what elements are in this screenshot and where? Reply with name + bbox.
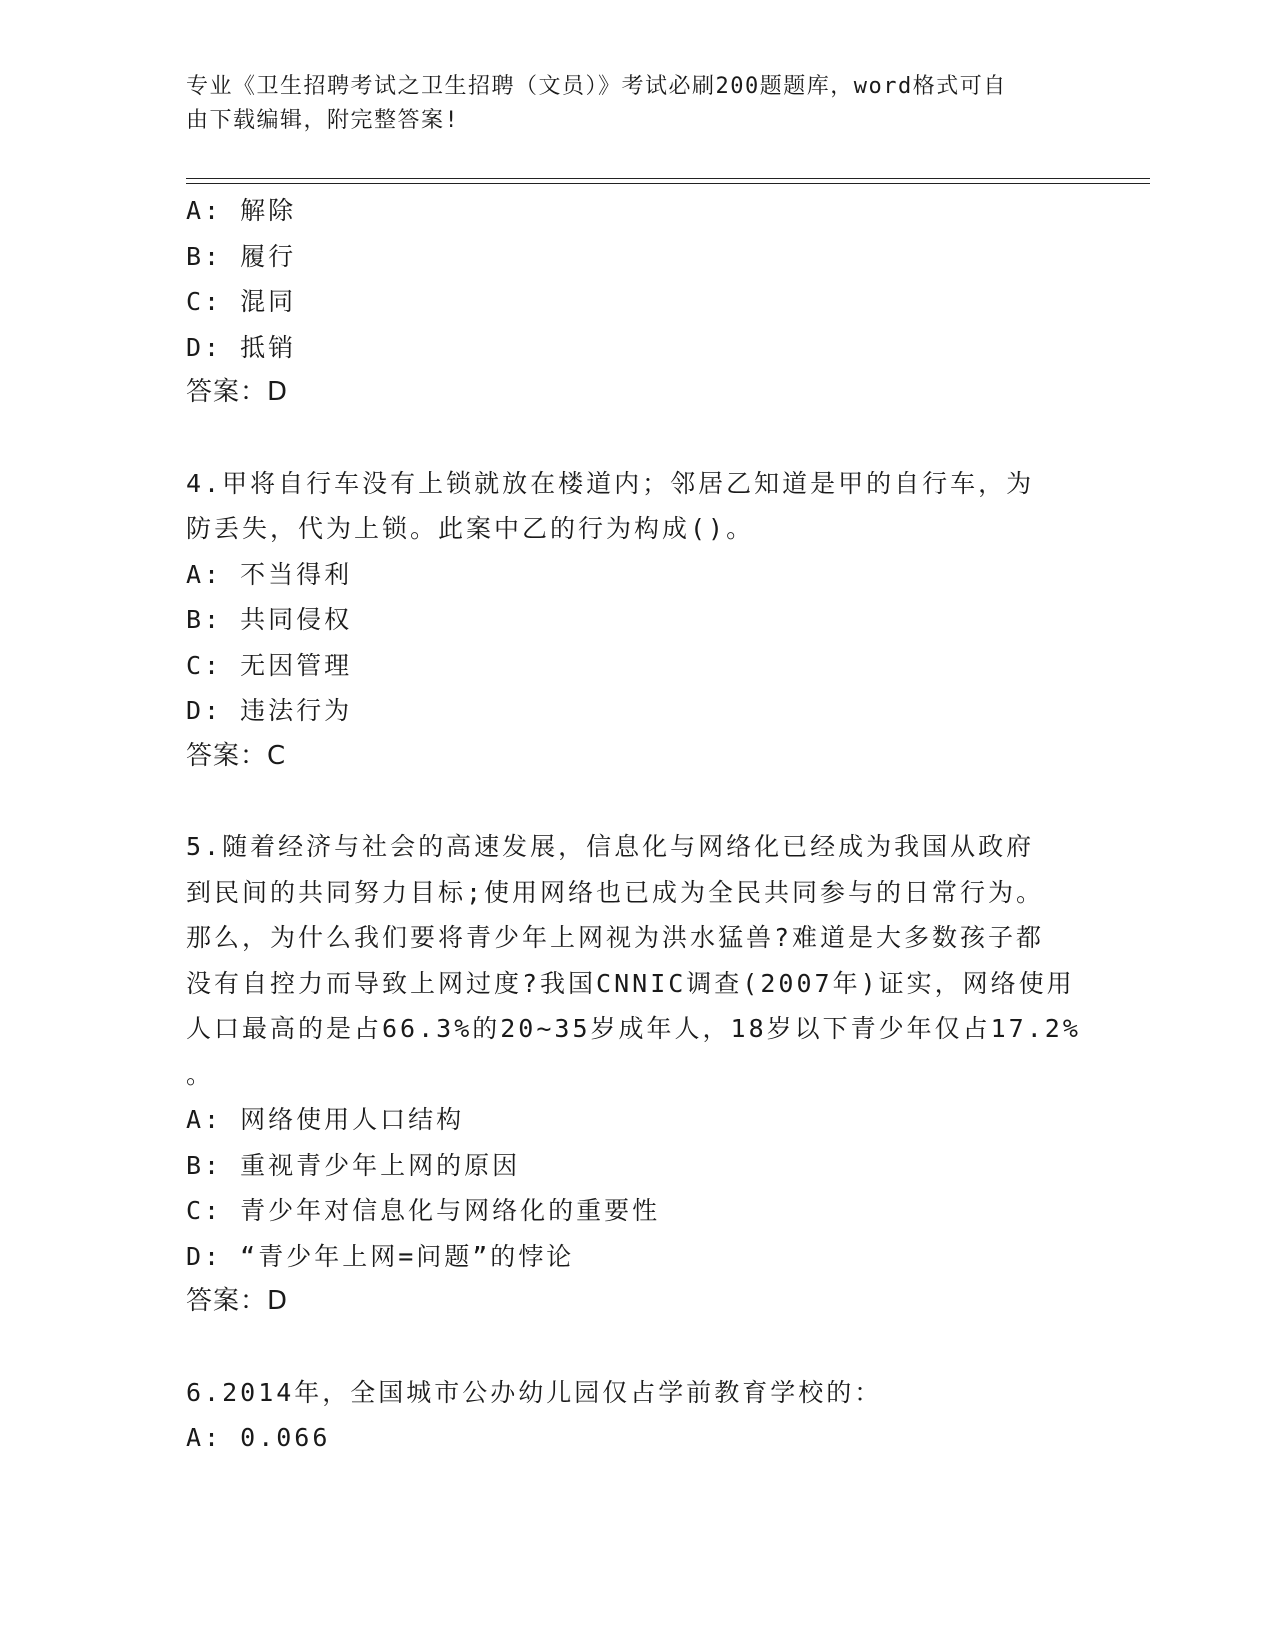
option-line: A: 0.066 xyxy=(186,1423,331,1452)
document-header xyxy=(186,70,1086,138)
question-text-line: 。 xyxy=(186,1059,215,1089)
option-line: C: 青少年对信息化与网络化的重要性 xyxy=(186,1196,661,1225)
answer-line: 答案：D xyxy=(186,377,289,407)
question-text-line: 防丢失，代为上锁。此案中乙的行为构成()。 xyxy=(186,514,755,543)
option-line: D: 抵销 xyxy=(186,332,297,362)
header-line-2: 由下载编辑，附完整答案! xyxy=(186,108,460,133)
question-block xyxy=(186,824,1086,1325)
question-text-line: 人口最高的是占66.3%的20~35岁成年人，18岁以下青少年仅占17.2% xyxy=(186,1014,1081,1043)
option-line: A: 网络使用人口结构 xyxy=(186,1105,465,1134)
question-text-line: 6.2014年，全国城市公办幼儿园仅占学前教育学校的： xyxy=(186,1377,883,1407)
option-line: B: 重视青少年上网的原因 xyxy=(186,1150,521,1180)
option-line: D: 违法行为 xyxy=(186,696,353,725)
question-body xyxy=(186,188,1086,1461)
option-line: C: 混同 xyxy=(186,287,297,316)
question-block xyxy=(186,188,1086,416)
header-rule-top xyxy=(186,178,1150,179)
option-line: B: 履行 xyxy=(186,241,297,271)
answer-line: 答案：C xyxy=(186,740,287,771)
question-text-line: 5.随着经济与社会的高速发展，信息化与网络化已经成为我国从政府 xyxy=(186,832,1035,861)
block-gap xyxy=(186,416,1086,461)
question-block xyxy=(186,1370,1086,1461)
block-gap xyxy=(186,779,1086,824)
option-line: C: 无因管理 xyxy=(186,650,353,680)
option-line: B: 共同侵权 xyxy=(186,605,353,634)
option-line: A: 不当得利 xyxy=(186,559,353,589)
option-line: A: 解除 xyxy=(186,196,297,225)
question-text-line: 那么，为什么我们要将青少年上网视为洪水猛兽?难道是大多数孩子都 xyxy=(186,923,1045,952)
answer-line: 答案：D xyxy=(186,1286,289,1316)
block-gap xyxy=(186,1325,1086,1370)
question-text-line: 没有自控力而导致上网过度?我国CNNIC调查(2007年)证实，网络使用 xyxy=(186,968,1075,998)
option-line: D: “青少年上网=问题”的悖论 xyxy=(186,1241,575,1271)
header-rule-bottom xyxy=(186,183,1150,184)
question-block xyxy=(186,461,1086,780)
header-line-1: 专业《卫生招聘考试之卫生招聘（文员）》考试必刷200题题库，word格式可自 xyxy=(186,74,1007,99)
question-text-line: 4.甲将自行车没有上锁就放在楼道内；邻居乙知道是甲的自行车，为 xyxy=(186,468,1035,498)
question-text-line: 到民间的共同努力目标;使用网络也已成为全民共同参与的日常行为。 xyxy=(186,877,1045,907)
